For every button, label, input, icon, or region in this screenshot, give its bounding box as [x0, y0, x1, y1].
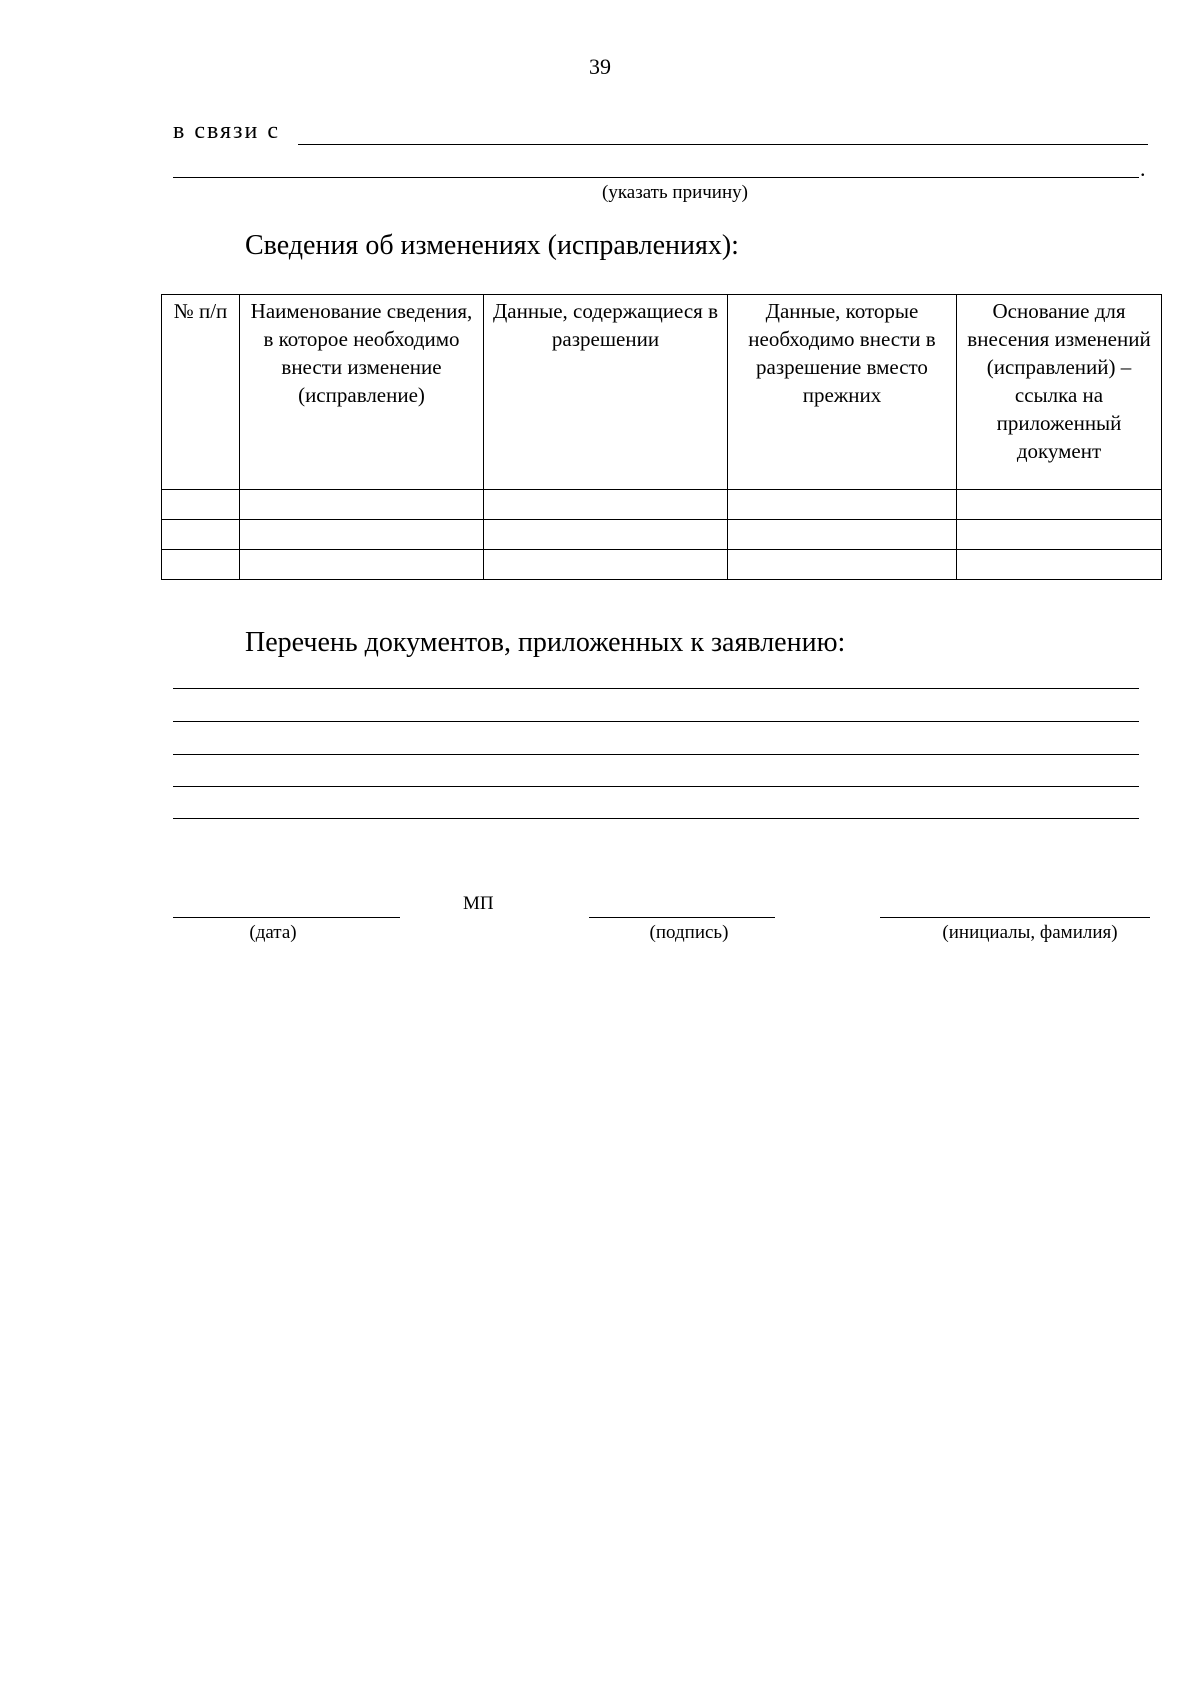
documents-section-title: Перечень документов, приложенных к заявлению: — [245, 627, 846, 658]
signature-input-line[interactable] — [589, 917, 775, 918]
reason-prefix: в связи с — [173, 118, 281, 144]
table-cell[interactable] — [957, 520, 1162, 550]
date-caption: (дата) — [249, 922, 297, 943]
stamp-label: МП — [463, 893, 494, 914]
column-header-new-data: Данные, которые необходимо внести в разрешение вместо прежних — [728, 295, 957, 490]
column-header-number: № п/п — [162, 295, 240, 490]
document-list-line[interactable] — [173, 721, 1139, 722]
table-header-row — [162, 295, 1162, 490]
reason-end-punct: . — [1140, 156, 1146, 181]
table-cell[interactable] — [728, 520, 957, 550]
date-input-line[interactable] — [173, 917, 400, 918]
table-cell[interactable] — [728, 550, 957, 580]
table-cell[interactable] — [484, 490, 728, 520]
table-cell[interactable] — [728, 490, 957, 520]
table-cell[interactable] — [484, 550, 728, 580]
table-cell[interactable] — [957, 490, 1162, 520]
document-list-line[interactable] — [173, 818, 1139, 819]
name-input-line[interactable] — [880, 917, 1150, 918]
table-cell[interactable] — [240, 550, 484, 580]
table-cell[interactable] — [162, 550, 240, 580]
page-number: 39 — [589, 54, 611, 79]
document-list-line[interactable] — [173, 754, 1139, 755]
column-header-basis: Основание для внесения изменений (исправлений) – ссылка на приложенный документ — [957, 295, 1162, 490]
reason-caption: (указать причину) — [602, 182, 748, 203]
table-row — [162, 490, 1162, 520]
table-cell[interactable] — [162, 490, 240, 520]
column-header-current-data: Данные, содержащиеся в разрешении — [484, 295, 728, 490]
table-cell[interactable] — [162, 520, 240, 550]
table-cell[interactable] — [240, 490, 484, 520]
table-cell[interactable] — [957, 550, 1162, 580]
table-cell[interactable] — [484, 520, 728, 550]
document-list-line[interactable] — [173, 688, 1139, 689]
document-list-line[interactable] — [173, 786, 1139, 787]
name-caption: (инициалы, фамилия) — [942, 922, 1118, 943]
column-header-field-name: Наименование сведения, в которое необходимо внести изменение (исправление) — [240, 295, 484, 490]
reason-row — [173, 118, 1148, 148]
table-cell[interactable] — [240, 520, 484, 550]
signature-caption: (подпись) — [649, 922, 729, 943]
reason-input-line-2[interactable] — [173, 177, 1139, 178]
changes-table — [161, 294, 1162, 580]
table-row — [162, 520, 1162, 550]
reason-input-line-1[interactable] — [298, 144, 1148, 145]
changes-section-title: Сведения об изменениях (исправлениях): — [245, 230, 739, 261]
table-row — [162, 550, 1162, 580]
